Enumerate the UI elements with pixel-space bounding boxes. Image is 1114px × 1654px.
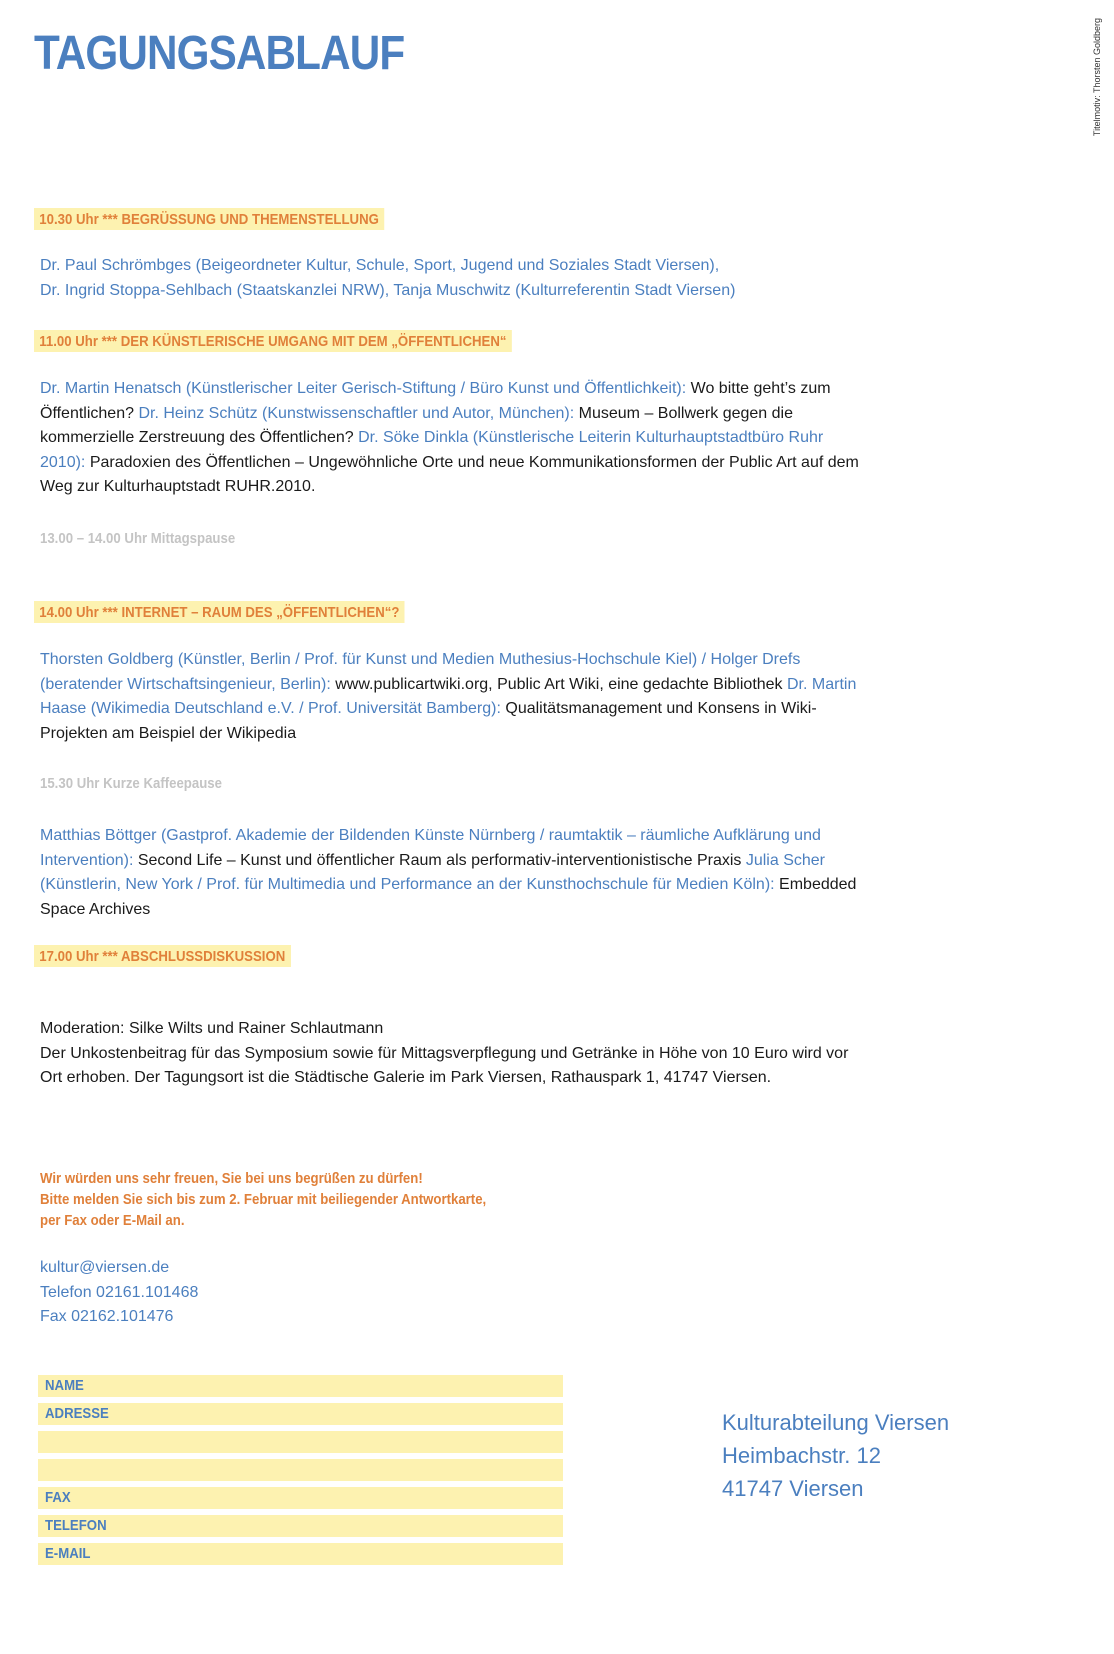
speaker-boettger: Matthias Böttger (Gastprof. Akademie der Bildenden Künste Nürnberg / raumtaktik – räumliche Aufklärung und Intervention): (40, 827, 821, 869)
talk-boettger: Second Life – Kunst und öffentlicher Raum als performativ-interventionistische Praxis (133, 851, 746, 869)
speaker-haase: Dr. Martin Haase (Wikimedia Deutschland e.V. / Prof. Universität Bamberg): (40, 675, 857, 717)
recipient-line-1: Kulturabteilung Viersen (722, 1410, 950, 1435)
session-1-line-1: Dr. Paul Schrömbges (Beigeordneter Kultur, Schule, Sport, Jugend und Soziales Stadt Viersen), (40, 257, 720, 274)
speaker-scher: Julia Scher (Künstlerin, New York / Prof. für Multimedia und Performance an der Kunsthochschule für Medien Köln): (40, 851, 825, 893)
form-field-name[interactable] (38, 1375, 563, 1397)
form-label-phone: TELEFON (45, 1517, 107, 1534)
reply-form (38, 1375, 563, 1571)
moderation-text: Moderation: Silke Wilts und Rainer Schlautmann (40, 1020, 384, 1037)
invitation-line-3: per Fax oder E-Mail an. (40, 1212, 185, 1229)
talk-henatsch: Wo bitte geht’s zum Öffentlichen? (40, 380, 831, 422)
image-credit: Titelmotiv: Thorsten Goldberg (1092, 18, 1102, 137)
talk-goldberg-drefs: www.publicartwiki.org, Public Art Wiki, eine gedachte Bibliothek (330, 675, 787, 693)
invitation-line-2: Bitte melden Sie sich bis zum 2. Februar mit beiliegender Antwortkarte, (40, 1191, 487, 1208)
contact-email-link[interactable]: kultur@viersen.de (40, 1259, 170, 1276)
speaker-goldberg-drefs: Thorsten Goldberg (Künstler, Berlin / Prof. für Kunst und Medien Muthesius-Hochschule Kiel) / Holger Drefs (beratender Wirtschaftsingenieur, Berlin): (40, 651, 801, 693)
form-field-address-line-2[interactable] (38, 1431, 563, 1453)
recipient-line-3: 41747 Viersen (722, 1476, 864, 1501)
session-heading-3: 14.00 Uhr *** INTERNET – RAUM DES „ÖFFENTLICHEN“? (34, 601, 405, 623)
talk-dinkla: Paradoxien des Öffentlichen – Ungewöhnliche Orte und neue Kommunikationsformen der Public Art auf dem Weg zur Kulturhauptstadt RUHR.2010. (40, 453, 859, 495)
invitation-text (40, 1168, 486, 1231)
info-block (40, 1017, 860, 1091)
form-field-email[interactable] (38, 1543, 563, 1565)
form-field-address[interactable] (38, 1403, 563, 1425)
contact-block (40, 1256, 198, 1330)
recipient-address (722, 1406, 949, 1505)
contact-fax: Fax 02162.101476 (40, 1308, 174, 1325)
session-3-program (40, 648, 860, 746)
speaker-henatsch: Dr. Martin Henatsch (Künstlerischer Leiter Gerisch-Stiftung / Büro Kunst und Öffentlichkeit): (40, 380, 687, 397)
form-label-name: NAME (45, 1377, 84, 1394)
session-1-line-2: Dr. Ingrid Stoppa-Sehlbach (Staatskanzlei NRW), Tanja Muschwitz (Kulturreferentin Stadt Viersen) (40, 281, 736, 299)
form-field-phone[interactable] (38, 1515, 563, 1537)
session-2-program (40, 377, 860, 500)
form-label-fax: FAX (45, 1489, 71, 1506)
form-label-address: ADRESSE (45, 1405, 109, 1422)
session-heading-1: 10.30 Uhr *** BEGRÜSSUNG UND THEMENSTELLUNG (34, 208, 384, 230)
recipient-line-2: Heimbachstr. 12 (722, 1443, 881, 1468)
speaker-dinkla: Dr. Söke Dinkla (Künstlerische Leiterin Kulturhauptstadtbüro Ruhr 2010): (40, 429, 824, 471)
talk-schuetz: Museum – Bollwerk gegen die kommerzielle Zerstreuung des Öffentlichen? (40, 404, 793, 446)
contact-phone: Telefon 02161.101468 (40, 1283, 199, 1301)
form-label-email: E-MAIL (45, 1545, 91, 1562)
session-4-program (40, 824, 860, 922)
speaker-schuetz: Dr. Heinz Schütz (Kunstwissenschaftler und Autor, München): (138, 404, 575, 422)
coffee-break: 15.30 Uhr Kurze Kaffeepause (40, 775, 222, 792)
talk-scher: Embedded Space Archives (40, 876, 857, 918)
form-field-address-line-3[interactable] (38, 1459, 563, 1481)
lunch-break: 13.00 – 14.00 Uhr Mittagspause (40, 530, 236, 547)
session-heading-2: 11.00 Uhr *** DER KÜNSTLERISCHE UMGANG MIT DEM „ÖFFENTLICHEN“ (34, 330, 512, 352)
fee-text: Der Unkostenbeitrag für das Symposium sowie für Mittagsverpflegung und Getränke in Höhe von 10 Euro wird vor Ort erhoben. Der Tagungsort ist die Städtische Galerie im Park Viersen, Rathauspark 1, 41747 Viersen. (40, 1044, 849, 1086)
page-title: TAGUNGSABLAUF (34, 27, 405, 80)
session-heading-5: 17.00 Uhr *** ABSCHLUSSDISKUSSION (34, 945, 291, 967)
form-field-fax[interactable] (38, 1487, 563, 1509)
talk-haase: Qualitätsmanagement und Konsens in Wiki-Projekten am Beispiel der Wikipedia (40, 700, 817, 742)
invitation-line-1: Wir würden uns sehr freuen, Sie bei uns begrüßen zu dürfen! (40, 1170, 423, 1187)
session-1-speakers (40, 254, 860, 303)
